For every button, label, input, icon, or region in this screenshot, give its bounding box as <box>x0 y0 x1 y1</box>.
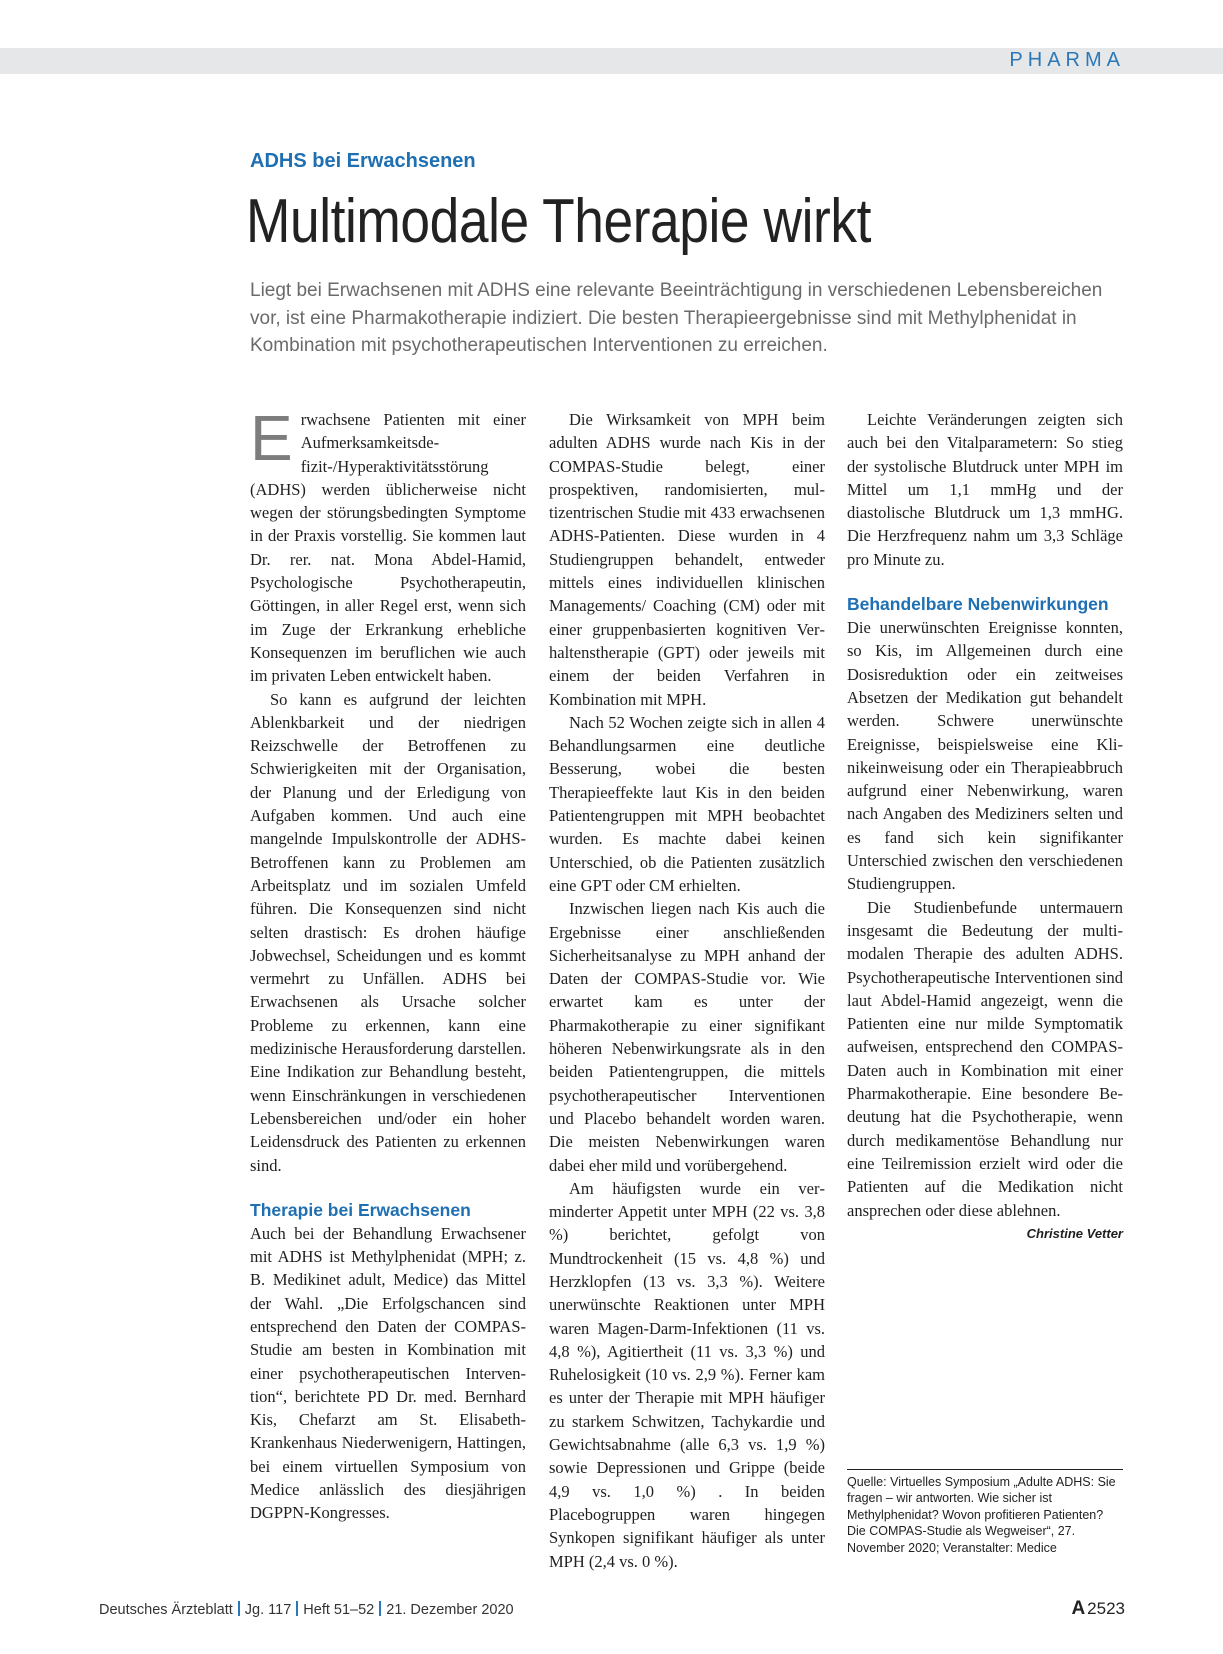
subheading-therapie: Therapie bei Erwachsenen <box>250 1199 471 1220</box>
footer-separator <box>379 1601 381 1616</box>
journal-name: Deutsches Ärzteblatt <box>99 1602 233 1618</box>
paragraph-1 <box>250 402 526 688</box>
paragraph-3: Auch bei der Behandlung Erwachsener mit ADHS ist Methylphenidat (MPH; z. B. Medikinet adult, Medice) das Mittel der Wahl. „Die Erfolgschancen sind entsprechend den Daten der COMPAS-Studie am besten in Kombination mit einer psychotherapeutischen Intervention“, berichtete PD Dr. med. Bernhard Kis, Chefarzt am St. Elisabeth-Krankenhaus Niederwenigern, Hattingen, bei einem virtuellen Symposium von Medice anlässlich des diesjährigen DGPPN-Kongresses. <box>250 1223 526 1523</box>
paragraph-10 <box>847 896 1123 1241</box>
paragraph-4: Die Wirksamkeit von MPH beim adulten ADHS wurde nach Kis in der COMPAS-Studie belegt, einer prospektiven, randomisierten, multizentrischen Studie mit 433 erwachsenen ADHS-Patienten. Diese wurden in 4 Studiengruppen behandelt, entweder mittels eines individuellen klinischen Managements/ Coaching (CM) oder mit einer gruppenbasierten kognitiven Verhaltenstherapie (GPT) oder jeweils mit einem der beiden Verfahren in Kombination mit MPH. <box>549 410 825 709</box>
section-label: PHARMA <box>1009 49 1125 71</box>
text-column-1 <box>250 402 526 1525</box>
footer-citation <box>99 1601 514 1618</box>
article-kicker: ADHS bei Erwachsenen <box>250 150 476 172</box>
paragraph-7: Am häufigsten wurde ein verminderter Appetit unter MPH (22 vs. 3,8 %) berichtet, gefolgt von Mundtrockenheit (15 vs. 4,8 %) und Herzklopfen (13 vs. 3,3 %). Weitere unerwünschte Reaktionen unter MPH waren Magen-Darm-Infektionen (11 vs. 4,8 %), Agitiertheit (11 vs. 3,3 %) und Ruhelosigkeit (10 vs. 2,9 %). Ferner kam es unter der Therapie mit MPH häufiger zu starkem Schwitzen, Tachykardie und Gewichtsabnahme (alle 6,3 vs. 1,9 %) sowie Depressionen und Grippe (beide 4,9 vs. 1,0 %) . In beiden Placebogruppen waren hingegen Synkopen signifikant häufiger als unter MPH (2,4 vs. 0 %). <box>549 1178 825 1571</box>
paragraph-10-text: Die Studienbefunde untermauern insgesamt die Bedeutung der multimodalen Therapie des adulten ADHS. Psychotherapeutische Interventionen sind laut Abdel-Hamid angezeigt, wenn die Patienten eine nur milde Symptomatik aufweisen, entsprechend den COMPAS-Daten auch in Kombination mit einer Pharmakotherapie. Eine besondere Bedeutung hat die Psychotherapie, wenn durch medikamentöse Behandlung nur eine Teilremission erzielt wird oder die Patienten auf die Medikation nicht ansprechen oder diese ablehnen. <box>847 897 1123 1220</box>
footer-separator <box>238 1601 240 1616</box>
journal-date: 21. Dezember 2020 <box>386 1602 514 1618</box>
paragraph-1-text: rwachsene Patienten mit einer Aufmerksamkeitsdefizit-/Hyperaktivitätsstörung (ADHS) werden üblicherweise nicht wegen der störungsbedingten Symptome in der Praxis vorstellig. Sie kommen laut Dr. rer. nat. Mona Abdel-Hamid, Psychologische Psychotherapeutin, Göttingen, in aller Regel erst, wenn sich im Zuge der Erkrankung erhebliche Konsequenzen im beruflichen wie auch im privaten Leben entwickelt haben. <box>250 410 526 686</box>
source-divider <box>847 1469 1123 1470</box>
footer-separator <box>296 1601 298 1616</box>
paragraph-9: Die unerwünschten Ereignisse konnten, so Kis, im Allgemeinen durch eine Dosisreduktion oder ein zeitweises Absetzen der Medikation gut behandelt werden. Schwere unerwünschte Ereignisse, beispielsweise eine Klinikeinweisung oder ein Therapieabbruch aufgrund einer Nebenwirkung, waren nach Angaben des Mediziners selten und es fand sich kein signifikanter Unterschied zwischen den verschiedenen Studiengruppen. <box>847 618 1123 894</box>
page-number-value: 2523 <box>1087 1599 1125 1618</box>
journal-volume: Jg. 117 <box>244 1602 292 1618</box>
author-name: Christine Vetter <box>1026 1225 1123 1241</box>
paragraph-5: Nach 52 Wochen zeigte sich in allen 4 Behandlungsarmen eine deutliche Besserung, wobei die besten Therapieeffekte laut Kis in den beiden Patientengruppen mit MPH beobachtet wurden. Es machte dabei keinen Unterschied, ob die Patienten zusätzlich eine GPT oder CM erhielten. <box>549 712 825 895</box>
drop-cap: E <box>250 402 293 474</box>
paragraph-2: So kann es aufgrund der leichten Ablenkbarkeit und der niedrigen Reizschwelle der Betroffenen zu Schwierigkeiten mit der Organisation, der Planung und der Erledigung von Aufgaben kommen. Und auch eine mangelnde Impulskontrolle der ADHS-Betroffenen kann zu Problemen am Arbeitsplatz und im sozialen Umfeld führen. Die Konsequenzen sind nicht selten drastisch: Es drohen häufige Jobwechsel, Scheidungen und es kommt vermehrt zu Unfällen. ADHS bei Erwachsenen als Ursache solcher Probleme zu erkennen, kann eine medizinische Herausforderung darstellen. Eine Indikation zur Behandlung besteht, wenn Einschränkungen in verschiedenen Lebensbereichen und/oder ein hoher Leidensdruck des Patienten zu erkennen sind. <box>250 689 526 1175</box>
page-number <box>1071 1598 1125 1620</box>
text-column-3 <box>847 408 1123 1245</box>
page-prefix: A <box>1071 1598 1086 1619</box>
source-note: Quelle: Virtuelles Symposium „Adulte ADHS: Sie fragen – wir antworten. Wie sicher ist Methylphenidat? Wovon profitieren Patienten? Die COMPAS-Studie als Wegweiser“, 27. November 2020; Veranstalter: Medice <box>847 1475 1116 1555</box>
text-column-2 <box>549 408 825 1573</box>
paragraph-8: Leichte Veränderungen zeigten sich auch bei den Vitalparametern: So stieg der systolische Blutdruck unter MPH im Mittel um 1,1 mmHg und der diastolische Blutdruck um 1,3 mmHG. Die Herzfrequenz nahm um 3,3 Schläge pro Minute zu. <box>847 410 1123 569</box>
article-lead: Liegt bei Erwachsenen mit ADHS eine relevante Beeinträchtigung in verschiedenen Lebensbereichen vor, ist eine Pharmakotherapie indiziert. Die besten Therapieergebnisse sind mit Methylphenidat in Kombination mit psychotherapeutischen Interventionen zu erreichen. <box>250 280 1103 356</box>
journal-issue: Heft 51–52 <box>303 1602 375 1618</box>
paragraph-6: Inzwischen liegen nach Kis auch die Ergebnisse einer anschließenden Sicherheitsanalyse zu MPH anhand der Daten der COMPAS-Studie vor. Wie erwartet kam es unter der Pharmakotherapie zu einer signifikant höheren Nebenwirkungsrate als in den beiden Patientengruppen, die mittels psychotherapeutischer Interventionen und Placebo behandelt worden waren. Die meisten Nebenwirkungen waren dabei eher mild und vorübergehend. <box>549 899 825 1175</box>
subheading-nebenwirkungen: Behandelbare Nebenwirkungen <box>847 594 1109 615</box>
article-title: Multimodale Therapie wirkt <box>246 187 871 256</box>
